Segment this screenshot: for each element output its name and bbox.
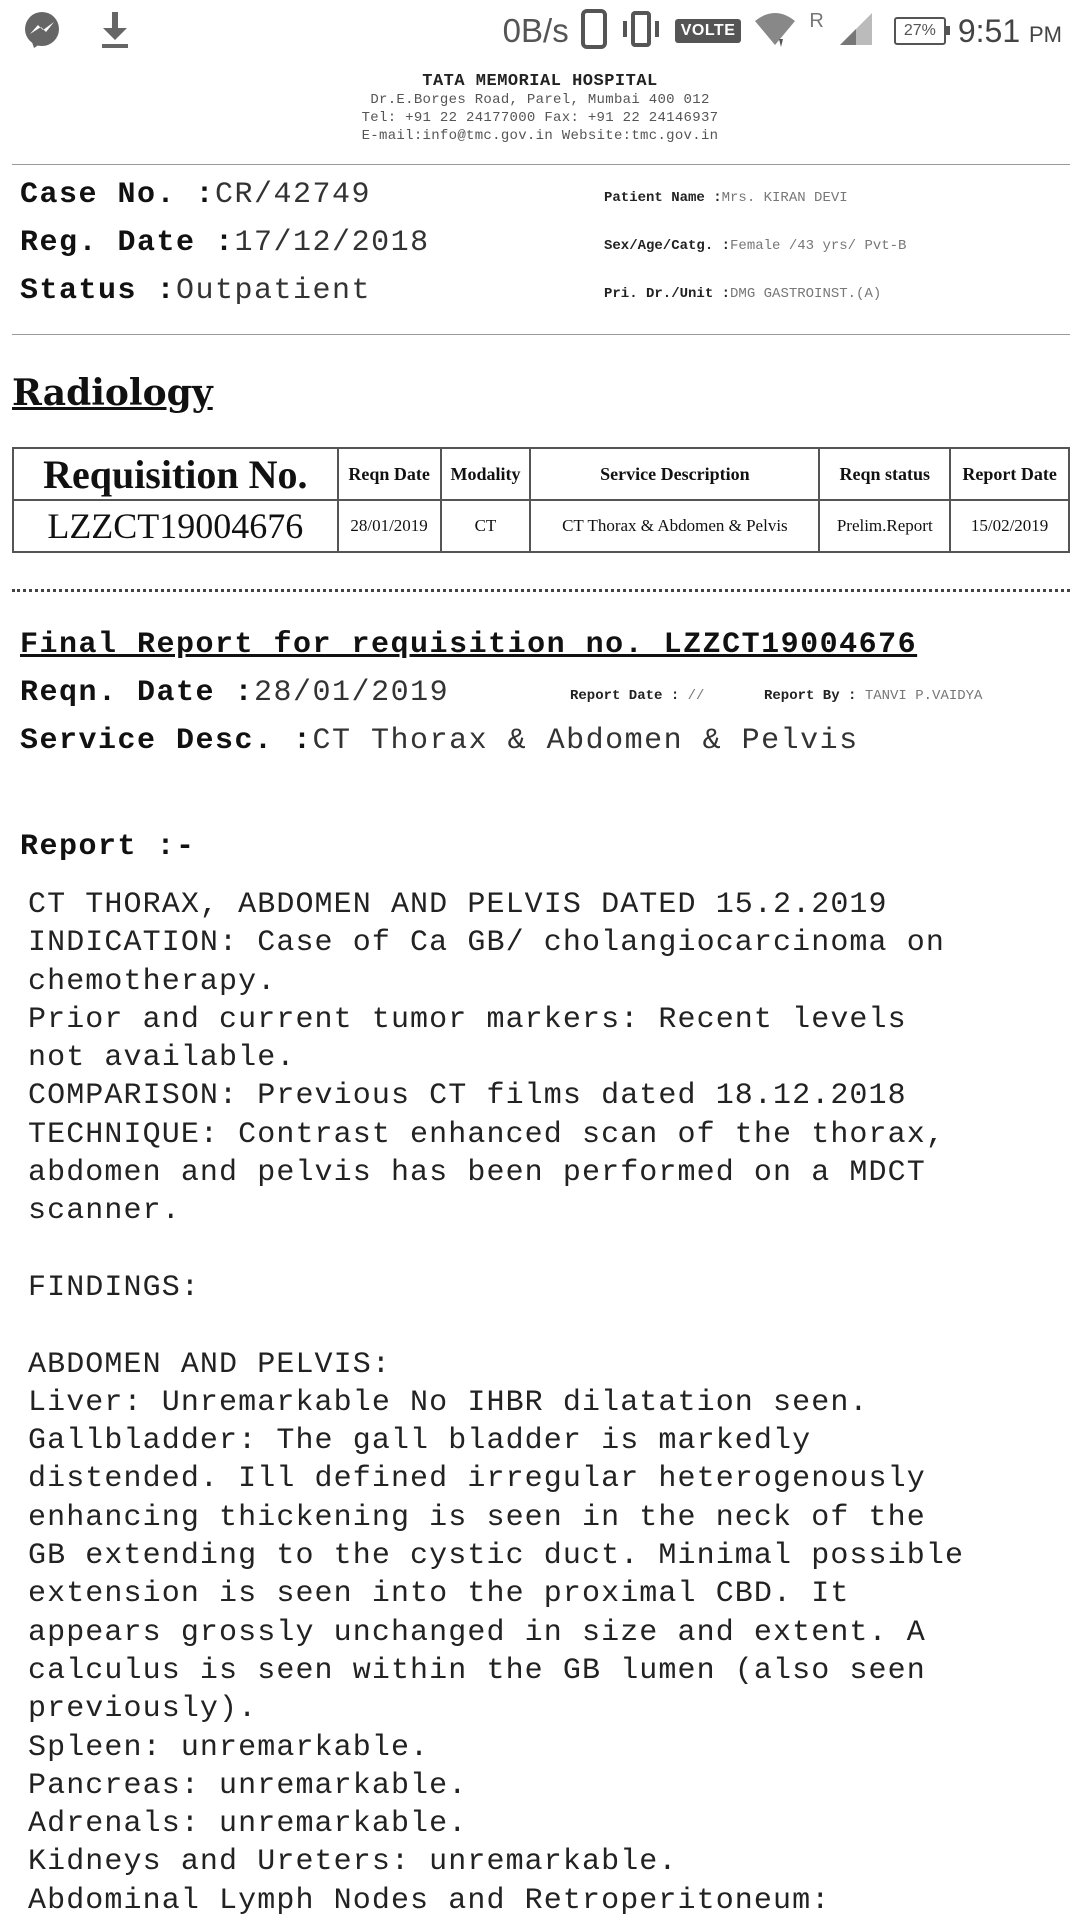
patient-info-right — [604, 190, 906, 334]
sex-age-row — [604, 238, 906, 286]
report-line: calculus is seen within the GB lumen (also seen — [28, 1653, 926, 1688]
sex-age-value: Female /43 yrs/ Pvt-B — [730, 238, 907, 254]
report-line: abdomen and pelvis has been performed on a MDCT — [28, 1156, 926, 1191]
report-line: Prior and current tumor markers: Recent levels — [28, 1002, 907, 1037]
cell-reqn-status: Prelim.Report — [819, 500, 950, 552]
patient-name-label: Patient Name : — [604, 190, 722, 206]
reg-date-label: Reg. Date : — [20, 226, 235, 260]
network-speed: 0B/s — [502, 12, 569, 49]
battery-icon — [894, 17, 946, 45]
case-number-row — [20, 178, 430, 226]
signal-icon — [836, 9, 876, 54]
report-line: Pancreas: unremarkable. — [28, 1768, 468, 1803]
col-header-service-description: Service Description — [530, 448, 819, 500]
patient-name-row — [604, 190, 906, 238]
report-line: Spleen: unremarkable. — [28, 1730, 430, 1765]
hospital-phone: Tel: +91 22 24177000 Fax: +91 22 24146937 — [361, 110, 719, 126]
col-header-report-date: Report Date — [950, 448, 1069, 500]
service-desc-value: CT Thorax & Abdomen & Pelvis — [312, 724, 859, 758]
table-header-row — [13, 448, 1069, 500]
report-line: Kidneys and Ureters: unremarkable. — [28, 1845, 678, 1880]
hospital-name: TATA MEMORIAL HOSPITAL — [422, 72, 658, 91]
download-icon[interactable] — [98, 10, 132, 55]
report-by-label: Report By : — [764, 688, 857, 704]
report-line — [28, 1231, 1068, 1269]
report-line: scanner. — [28, 1194, 181, 1229]
cell-requisition-no[interactable]: LZZCT19004676 — [13, 500, 338, 552]
report-by-meta — [764, 688, 982, 704]
doctor-unit-label: Pri. Dr./Unit : — [604, 286, 731, 302]
dotted-divider — [12, 589, 1070, 592]
volte-badge: VOLTE — [675, 19, 742, 43]
report-line: COMPARISON: Previous CT films dated 18.12.2018 — [28, 1079, 907, 1114]
radiology-title: Radiology — [12, 372, 213, 414]
col-header-modality: Modality — [441, 448, 531, 500]
report-line: CT THORAX, ABDOMEN AND PELVIS DATED 15.2.2019 — [28, 888, 888, 922]
hospital-contact: E-mail:info@tmc.gov.in Website:tmc.gov.in — [361, 128, 719, 144]
battery-percent: 27% — [903, 22, 936, 39]
report-date-meta — [570, 688, 704, 704]
report-by-value: TANVI P.VAIDYA — [864, 688, 983, 704]
report-line: TECHNIQUE: Contrast enhanced scan of the thorax, — [28, 1117, 945, 1152]
report-line: INDICATION: Case of Ca GB/ cholangiocarcinoma on — [28, 926, 945, 961]
case-number-label: Case No. : — [20, 178, 216, 212]
cell-modality: CT — [441, 500, 531, 552]
reg-date-value: 17/12/2018 — [234, 226, 430, 260]
report-line: not available. — [28, 1041, 296, 1076]
report-line: FINDINGS: — [28, 1270, 200, 1305]
vibrate-icon — [619, 9, 663, 54]
patient-info-left — [20, 178, 430, 322]
service-desc-row — [20, 724, 859, 758]
clock-ampm: PM — [1029, 21, 1062, 47]
doctor-unit-row — [604, 286, 906, 334]
col-header-reqn-status: Reqn status — [819, 448, 950, 500]
table-row[interactable] — [13, 500, 1069, 552]
status-bar — [0, 0, 1080, 62]
requisition-table — [12, 447, 1070, 553]
status-value: Outpatient — [176, 274, 372, 308]
doctor-unit-value: DMG GASTROINST.(A) — [730, 286, 882, 302]
wifi-icon — [753, 9, 797, 54]
report-line: enhancing thickening is seen in the neck of the — [28, 1500, 926, 1535]
report-line: extension is seen into the proximal CBD. It — [28, 1577, 850, 1612]
clock — [958, 13, 1062, 50]
reqn-date-row — [20, 676, 449, 710]
report-line: Gallbladder: The gall bladder is markedly — [28, 1424, 812, 1459]
divider — [12, 164, 1070, 165]
col-header-requisition-no: Requisition No. — [13, 448, 338, 500]
clock-time: 9:51 — [957, 12, 1021, 49]
report-line: GB extending to the cystic duct. Minimal possible — [28, 1539, 965, 1574]
patient-name-value: Mrs. KIRAN DEVI — [721, 190, 848, 206]
report-line: Abdominal Lymph Nodes and Retroperitoneum: — [28, 1883, 831, 1918]
reqn-date-label: Reqn. Date : — [20, 676, 255, 710]
report-line: distended. Ill defined irregular heterogenously — [28, 1462, 926, 1497]
report-heading: Report :- — [20, 830, 196, 864]
report-date-value: // — [687, 688, 705, 704]
cell-reqn-date: 28/01/2019 — [338, 500, 441, 552]
report-line: chemotherapy. — [28, 964, 277, 999]
report-line: appears grossly unchanged in size and extent. A — [28, 1615, 926, 1650]
service-desc-label: Service Desc. : — [20, 724, 313, 758]
roaming-indicator: R — [809, 9, 824, 32]
hospital-header — [0, 72, 1080, 145]
divider — [12, 334, 1070, 335]
reqn-date-value: 28/01/2019 — [254, 676, 450, 710]
report-body — [28, 886, 1068, 1920]
report-line: Adrenals: unremarkable. — [28, 1807, 468, 1842]
messenger-icon[interactable] — [22, 10, 62, 55]
status-row — [20, 274, 430, 322]
hospital-address: Dr.E.Borges Road, Parel, Mumbai 400 012 — [370, 92, 710, 108]
cell-service-description: CT Thorax & Abdomen & Pelvis — [530, 500, 819, 552]
report-line: ABDOMEN AND PELVIS: — [28, 1347, 391, 1382]
report-line — [28, 1307, 1068, 1345]
sex-age-label: Sex/Age/Catg. : — [604, 238, 731, 254]
report-line: Liver: Unremarkable No IHBR dilatation seen. — [28, 1385, 869, 1420]
reg-date-row — [20, 226, 430, 274]
case-number-value: CR/42749 — [215, 178, 372, 212]
status-label: Status : — [20, 274, 177, 308]
cell-report-date: 15/02/2019 — [950, 500, 1069, 552]
final-report-title: Final Report for requisition no. LZZCT19004676 — [20, 628, 918, 662]
col-header-reqn-date: Reqn Date — [338, 448, 441, 500]
phone-icon — [581, 9, 607, 54]
report-date-label: Report Date : — [570, 688, 680, 704]
report-line: previously). — [28, 1692, 258, 1727]
